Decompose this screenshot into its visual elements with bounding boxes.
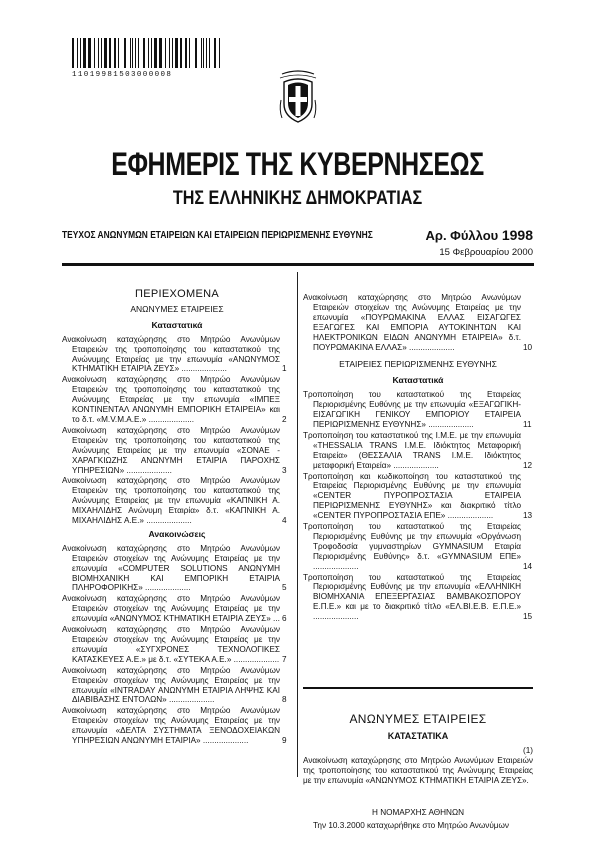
gazette-subtitle: ΤΗΣ ΕΛΛΗΝΙΚΗΣ ΔΗΜΟΚΡΑΤΙΑΣ [172,188,423,209]
header-rule [62,263,534,266]
authority: Η ΝΟΜΑΡΧΗΣ ΑΘΗΝΩΝ [372,808,464,817]
toc-entry-text: Ανακοίνωση καταχώρησης στο Μητρώο Ανωνύμων Εταιρειών της τροποποίησης του καταστατικού της Ανώνυμης Εταιρείας με την επωνυμία «ΙΜΠΕΞ ΚΟΝΤΙΝΕΝΤΑΛ ΑΝΩΝΥΜΗ ΕΜΠΟΡΙΚΗ ΕΤΑΙΡΕΙΑ» και το δ.τ. «Μ.V.Μ.Α.Ε.» .................... [62,375,280,424]
toc-entry: Ανακοίνωση καταχώρησης στο Μητρώο Ανωνύμων Εταιρειών στοιχείων της Ανώνυμης Εταιρείας με την επωνυμία «ΣΥΓΧΡΟΝΕΣ ΤΕΧΝΟΛΟΓΙΚΕΣ ΚΑΤΑΣΚΕΥΕΣ Α.Ε.» με δ.τ. «ΣΥΤΕΚΑ Α.Ε.» .................... 7 [62,625,287,664]
issue-type: ΤΕΥΧΟΣ ΑΝΩΝΥΜΩΝ ΕΤΑΙΡΕΙΩΝ ΚΑΙ ΕΤΑΙΡΕΙΩΝ ΠΕΡΙΩΡΙΣΜΕΝΗΣ ΕΥΘΥΝΗΣ [62,230,373,241]
toc-entry: Ανακοίνωση καταχώρησης στο Μητρώο Ανωνύμων Εταιρειών της τροποποίησης του καταστατικού της Ανώνυμης Εταιρείας με την επωνυμία «ΣΟΝΑΕ - ΧΑΡΑΓΚΙΩΖΗΣ ΑΝΩΝΥΜΗ ΕΤΑΙΡΙΑ ΠΑΡΟΧΗΣ ΥΠΗΡΕΣΙΩΝ» .................... 3 [62,425,287,475]
main-section-title: ΑΝΩΝΥΜΕΣ ΕΤΑΙΡΕΙΕΣ [349,712,487,726]
toc-entry-text: Τροποποίηση και κωδικοποίηση του καταστατικού της Εταιρείας Περιορισμένης Ευθύνης με την επωνυμία «CENTER ΠΥΡΟΠΡΟΣΤΑΣΙΑ ΕΤΑΙΡΕΙΑ ΠΕΡΙΩΡΙΣΜΕΝΗΣ ΕΥΘΥΝΗΣ» και διακριτικό τίτλο «CENTER ΠΥΡΟΠΡΟΣΤΑΣΙΑ ΕΠΕ» .................... [303,471,521,521]
section-rule [303,687,533,689]
item-number: (1) [522,746,533,755]
toc-entry: Τροποποίηση του καταστατικού της Ι.Μ.Ε. με την επωνυμία «THESSALIA TRANS Ι.Μ.Ε. Ιδιόκτητος Μεταφορική Εταιρεία» (ΘΕΣΣΑΛΙΑ TRANS Ι.Μ.Ε. Ιδιόκτητος μεταφορική Εταιρεία» .................... 12 [303,430,533,470]
toc-entry: Ανακοίνωση καταχώρησης στο Μητρώο Ανωνύμων Εταιρειών στοιχείων της Ανώνυμης Εταιρείας με την επωνυμία «ΔΕΛΤΑ ΣΥΣΤΗΜΑΤΑ ΞΕΝΟΔΟΧΕΙΑΚΩΝ ΥΠΗΡΕΣΙΩΝ ΑΝΩΝΥΜΗ ΕΤΑΙΡΙΑ» .................... 9 [62,706,287,746]
toc-entry-text: Ανακοίνωση καταχώρησης στο Μητρώο Ανωνύμων Εταιρειών στοιχείων της Ανώνυμης Εταιρείας με την επωνυμία «INTRADAY ΑΝΩΝΥΜΗ ΕΤΑΙΡΙΑ ΛΗΨΗΣ ΚΑΙ ΔΙΑΒΙΒΑΣΗΣ ΕΝΤΟΛΩΝ» .................... [62,665,280,705]
toc-entry-text: Ανακοίνωση καταχώρησης στο Μητρώο Ανωνύμων Εταιρειών της τροποποίησης του καταστατικού της Ανώνυμης Εταιρείας με την επωνυμία «ΑΝΩΝΥΜΟΣ ΚΤΗΜΑΤΙΚΗ ΕΤΑΙΡΙΑ ΖΕΥΣ» .................... [62,334,280,374]
toc-katastatika-list [62,335,292,526]
toc-entry: Ανακοίνωση καταχώρησης στο Μητρώο Ανωνύμων Εταιρειών στοιχείων της Ανώνυμης Εταιρείας με την επωνυμία «INTRADAY ΑΝΩΝΥΜΗ ΕΤΑΙΡΙΑ ΛΗΨΗΣ ΚΑΙ ΔΙΑΒΙΒΑΣΗΣ ΕΝΤΟΛΩΝ» .................... 8 [62,665,287,705]
toc-entry-text: Τροποποίηση του καταστατικού της Ι.Μ.Ε. με την επωνυμία «THESSALIA TRANS Ι.Μ.Ε. Ιδιόκτητος Μεταφορική Εταιρεία» (ΘΕΣΣΑΛΙΑ TRANS Ι.Μ.Ε. Ιδιόκτητος μεταφορική Εταιρεία» .................... [303,430,521,470]
greek-emblem-icon [276,70,320,124]
toc-entry-text: Τροποποίηση του καταστατικού της Εταιρείας Περιορισμένης Ευθύνης με την επωνυμία «ΕΞΑΓΩΓΙΚΗ-ΕΙΣΑΓΩΓΙΚΗ ΓΕΝΙΚΟΥ ΕΜΠΟΡΙΟΥ ΕΤΑΙΡΕΙΑ ΠΕΡΙΩΡΙΣΜΕΝΗΣ ΕΥΘΥΝΗΣ» .................... [303,390,521,429]
toc-entry: Τροποποίηση του καταστατικού της Εταιρείας Περιορισμένης Ευθύνης με την επωνυμία «ΕΛΛΗΝΙΚΗ ΒΙΟΜΗΧΑΝΙΑ ΕΠΕΞΕΡΓΑΣΙΑΣ ΒΑΜΒΑΚΟΣΠΟΡΟΥ Ε.Π.Ε.» και με το διακριτικό τίτλο «ΕΛ.ΒΙ.Ε.Β. Ε.Π.Ε.» .................... 15 [303,572,533,622]
toc-entry-text: Ανακοίνωση καταχώρησης στο Μητρώο Ανωνύμων Εταιρειών στοιχείων της Ανώνυμης Εταιρείας με την επωνυμία «ΠΟΥΡΩΜΑΚΙΝΑ ΕΛΛΑΣ ΕΙΣΑΓΩΓΕΣ ΕΞΑΓΩΓΕΣ ΚΑΙ ΕΜΠΟΡΙΑ ΑΥΤΟΚΙΝΗΤΩΝ ΚΑΙ ΗΛΕΚΤΡΟΝΙΚΩΝ ΕΙΔΩΝ ΑΝΩΝΥΜΗ ΕΤΑΙΡΕΙΑ» δ.τ. ΠΟΥΡΩΜΑΚΙΝΑ ΕΛΛΑΣ» .................... [303,293,521,352]
toc-right-top-list [303,293,533,352]
toc-entry-text: Τροποποίηση του καταστατικού της Εταιρείας Περιορισμένης Ευθύνης με την επωνυμία «ΕΛΛΗΝΙΚΗ ΒΙΟΜΗΧΑΝΙΑ ΕΠΕΞΕΡΓΑΣΙΑΣ ΒΑΜΒΑΚΟΣΠΟΡΟΥ Ε.Π.Ε.» και με το διακριτικό τίτλο «ΕΛ.ΒΙ.Ε.Β. Ε.Π.Ε.» .................... [303,572,521,622]
toc-sub-katastatika: Καταστατικά [151,319,203,330]
body-first-line: Την 10.3.2000 καταχωρήθηκε στο Μητρώο Ανωνύμων [313,821,510,830]
toc-anakoinoseis-list [62,544,292,746]
toc-entry-text: Ανακοίνωση καταχώρησης στο Μητρώο Ανωνύμων Εταιρειών της τροποποίησης του καταστατικού της Ανώνυμης Εταιρείας με την επωνυμία «ΣΟΝΑΕ - ΧΑΡΑΓΚΙΩΖΗΣ ΑΝΩΝΥΜΗ ΕΤΑΙΡΙΑ ΠΑΡΟΧΗΣ ΥΠΗΡΕΣΙΩΝ» .................... [62,425,280,475]
barcode [72,38,222,68]
gazette-title: ΕΦΗΜΕΡΙΣ ΤΗΣ ΚΥΒΕΡΝΗΣΕΩΣ [111,146,484,182]
toc-left-column [62,290,292,747]
toc-entry: Ανακοίνωση καταχώρησης στο Μητρώο Ανωνύμων Εταιρειών στοιχείων της Ανώνυμης Εταιρείας με την επωνυμία «ΠΟΥΡΩΜΑΚΙΝΑ ΕΛΛΑΣ ΕΙΣΑΓΩΓΕΣ ΕΞΑΓΩΓΕΣ ΚΑΙ ΕΜΠΟΡΙΑ ΑΥΤΟΚΙΝΗΤΩΝ ΚΑΙ ΗΛΕΚΤΡΟΝΙΚΩΝ ΕΙΔΩΝ ΑΝΩΝΥΜΗ ΕΤΑΙΡΕΙΑ» δ.τ. ΠΟΥΡΩΜΑΚΙΝΑ ΕΛΛΑΣ» .................... 10 [303,293,533,352]
toc-entry-text: Ανακοίνωση καταχώρησης στο Μητρώο Ανωνύμων Εταιρειών στοιχείων της Ανώνυμης Εταιρείας με την επωνυμία «ΣΥΓΧΡΟΝΕΣ ΤΕΧΝΟΛΟΓΙΚΕΣ ΚΑΤΑΣΚΕΥΕΣ Α.Ε.» με δ.τ. «ΣΥΤΕΚΑ Α.Ε.» .................... [62,625,280,664]
toc-entry-text: Ανακοίνωση καταχώρησης στο Μητρώο Ανωνύμων Εταιρειών στοιχείων της Ανώνυμης Εταιρείας με την επωνυμία «ΔΕΛΤΑ ΣΥΣΤΗΜΑΤΑ ΞΕΝΟΔΟΧΕΙΑΚΩΝ ΥΠΗΡΕΣΙΩΝ ΑΝΩΝΥΜΗ ΕΤΑΙΡΙΑ» .................... [62,706,280,746]
column-divider [297,272,298,777]
toc-entry: Ανακοίνωση καταχώρησης στο Μητρώο Ανωνύμων Εταιρειών της τροποποίησης του καταστατικού της Ανώνυμης Εταιρείας με την επωνυμία «ΙΜΠΕΞ ΚΟΝΤΙΝΕΝΤΑΛ ΑΝΩΝΥΜΗ ΕΜΠΟΡΙΚΗ ΕΤΑΙΡΕΙΑ» και το δ.τ. «Μ.V.Μ.Α.Ε.» .................... 2 [62,375,287,424]
toc-sub-katastatika-epe: Καταστατικά [392,375,444,386]
toc-epe-list [303,390,533,622]
toc-entry-text: Ανακοίνωση καταχώρησης στο Μητρώο Ανωνύμων Εταιρειών της τροποποίησης του καταστατικού της Ανώνυμης Εταιρείας με την επωνυμία «ΚΑΠΝΙΚΗ Α. ΜΙΧΑΗΛΙΔΗΣ Ανώνυμη Εταιρία» δ.τ. «ΚΑΠΝΙΚΗ Α. ΜΙΧΑΗΛΙΔΗΣ Α.Ε.» .................... [62,476,280,526]
sheet-label: Αρ. Φύλλου [425,228,499,243]
toc-entry: Τροποποίηση του καταστατικού της Εταιρείας Περιορισμένης Ευθύνης με την επωνυμία «ΕΞΑΓΩΓΙΚΗ-ΕΙΣΑΓΩΓΙΚΗ ΓΕΝΙΚΟΥ ΕΜΠΟΡΙΟΥ ΕΤΑΙΡΕΙΑ ΠΕΡΙΩΡΙΣΜΕΝΗΣ ΕΥΘΥΝΗΣ» .................... 11 [303,390,532,429]
toc-entry-text: Τροποποίηση του καταστατικού της Εταιρείας Περιορισμένης Ευθύνης με την επωνυμία «Οργάνωση Τροφοδοσία γυμναστηρίων GYMNASIUM Εταιρία Περιορισμένης Ευθύνης» δ.τ. «GYMNASIUM ΕΠΕ» .................... [303,522,521,571]
barcode-number: 11019981503000008 [72,71,173,79]
toc-entry-text: Ανακοίνωση καταχώρησης στο Μητρώο Ανωνύμων Εταιρειών στοιχείων της Ανώνυμης Εταιρείας με την επωνυμία «ΑΝΩΝΥΜΟΣ ΚΤΗΜΑΤΙΚΗ ΕΤΑΙΡΙΑ ΖΕΥΣ» ... [62,594,280,624]
sheet-number-line [426,227,533,243]
toc-right-column [303,293,533,623]
toc-section-epe: ΕΤΑΙΡΕΙΕΣ ΠΕΡΙΩΡΙΣΜΕΝΗΣ ΕΥΘΥΝΗΣ [339,359,497,370]
toc-entry: Τροποποίηση και κωδικοποίηση του καταστατικού της Εταιρείας Περιορισμένης Ευθύνης με την επωνυμία «CENTER ΠΥΡΟΠΡΟΣΤΑΣΙΑ ΕΤΑΙΡΕΙΑ ΠΕΡΙΩΡΙΣΜΕΝΗΣ ΕΥΘΥΝΗΣ» και διακριτικό τίτλο «CENTER ΠΥΡΟΠΡΟΣΤΑΣΙΑ ΕΠΕ» .................... 13 [303,471,533,521]
toc-title: ΠΕΡΙΕΧΟΜΕΝΑ [135,288,219,300]
main-subsection-title: ΚΑΤΑΣΤΑΤΙΚΑ [387,731,449,741]
toc-entry: Ανακοίνωση καταχώρησης στο Μητρώο Ανωνύμων Εταιρειών στοιχείων της Ανώνυμης Εταιρείας με την επωνυμία «ΑΝΩΝΥΜΟΣ ΚΤΗΜΑΤΙΚΗ ΕΤΑΙΡΙΑ ΖΕΥΣ» ... 6 [62,594,287,624]
toc-entry-text: Ανακοίνωση καταχώρησης στο Μητρώο Ανωνύμων Εταιρειών στοιχείων της Ανώνυμης Εταιρείας με την επωνυμία «COMPUTER SOLUTIONS ΑΝΩΝΥΜΗ ΒΙΟΜΗΧΑΝΙΚΗ ΚΑΙ ΕΜΠΟΡΙΚΗ ΕΤΑΙΡΙΑ ΠΛΗΡΟΦΟΡΙΚΗΣ» .................... [62,543,280,593]
sheet-number: 1998 [501,227,533,243]
toc-entry: Ανακοίνωση καταχώρησης στο Μητρώο Ανωνύμων Εταιρειών της τροποποίησης του καταστατικού της Ανώνυμης Εταιρείας με την επωνυμία «ΚΑΠΝΙΚΗ Α. ΜΙΧΑΗΛΙΔΗΣ Ανώνυμη Εταιρία» δ.τ. «ΚΑΠΝΙΚΗ Α. ΜΙΧΑΗΛΙΔΗΣ Α.Ε.» .................... 4 [62,476,287,526]
toc-section-ae: ΑΝΩΝΥΜΕΣ ΕΤΑΙΡΕΙΕΣ [130,303,224,314]
toc-sub-anakoinoseis: Ανακοινώσεις [148,528,206,539]
issue-date: 15 Φεβρουαρίου 2000 [439,247,533,258]
toc-entry: Ανακοίνωση καταχώρησης στο Μητρώο Ανωνύμων Εταιρειών της τροποποίησης του καταστατικού της Ανώνυμης Εταιρείας με την επωνυμία «ΑΝΩΝΥΜΟΣ ΚΤΗΜΑΤΙΚΗ ΕΤΑΙΡΙΑ ΖΕΥΣ» .................... 1 [62,334,287,374]
toc-entry: Ανακοίνωση καταχώρησης στο Μητρώο Ανωνύμων Εταιρειών στοιχείων της Ανώνυμης Εταιρείας με την επωνυμία «COMPUTER SOLUTIONS ΑΝΩΝΥΜΗ ΒΙΟΜΗΧΑΝΙΚΗ ΚΑΙ ΕΜΠΟΡΙΚΗ ΕΤΑΙΡΙΑ ΠΛΗΡΟΦΟΡΙΚΗΣ» .................... 5 [62,543,287,593]
toc-entry: Τροποποίηση του καταστατικού της Εταιρείας Περιορισμένης Ευθύνης με την επωνυμία «Οργάνωση Τροφοδοσία γυμναστηρίων GYMNASIUM Εταιρία Περιορισμένης Ευθύνης» δ.τ. «GYMNASIUM ΕΠΕ» .................... 14 [303,522,533,571]
item-text: Ανακοίνωση καταχώρησης στο Μητρώο Ανωνύμων Εταιρειών της τροποποίησης του καταστατικού της Ανώνυμης Εταιρείας με την επωνυμία «ΑΝΩΝΥΜΟΣ ΚΤΗΜΑΤΙΚΗ ΕΤΑΙΡΙΑ ΖΕΥΣ». [303,756,533,785]
